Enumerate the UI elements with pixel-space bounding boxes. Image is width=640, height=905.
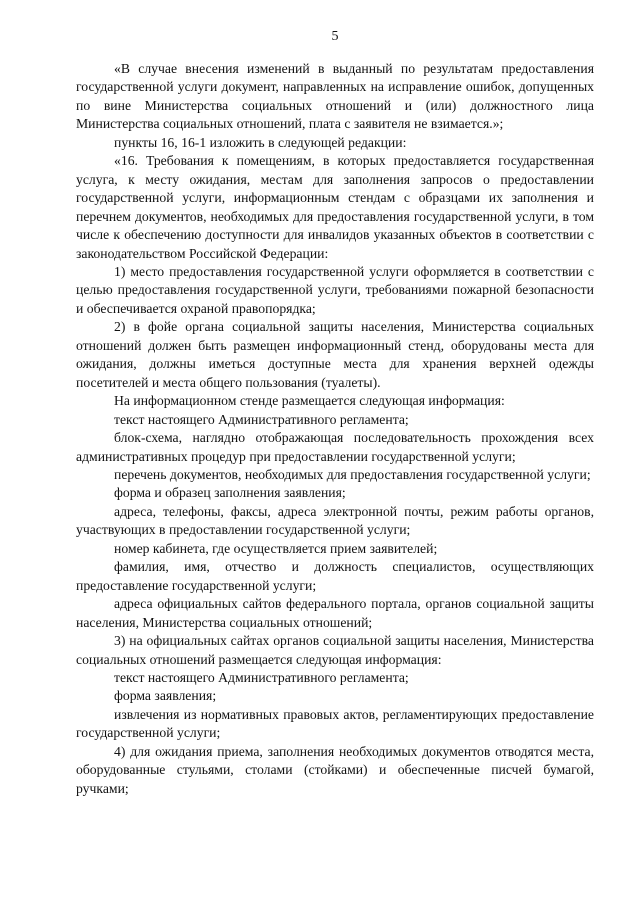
paragraph: форма и образец заполнения заявления; [114,485,346,501]
paragraph: форма заявления; [114,688,217,704]
paragraph: текст настоящего Административного регламента; [114,669,409,685]
paragraph: «16. Требования к помещениям, в которых предоставляется государственная услуга, к месту ожидания, местам для заполнения запросов о предоставлении государственной услуги, информационным стендам с образцами их заполнения и перечнем документов, необходимых для предоставления государственной услуги, в том числе к обеспечению доступности для инвалидов указанных объектов в соответствии с законодательством Российской Федерации: [76,153,594,261]
paragraph: 2) в фойе органа социальной защиты населения, Министерства социальных отношений должен быть размещен информационный стенд, оборудованы места для ожидания, должны иметься доступные места для хранения верхней одежды посетителей и места общего пользования (туалеты). [76,319,594,390]
paragraph: адреса, телефоны, факсы, адреса электронной почты, режим работы органов, участвующих в предоставлении государственной услуги; [76,503,594,538]
paragraph: 3) на официальных сайтах органов социальной защиты населения, Министерства социальных отношений размещается следующая информация: [76,633,594,667]
paragraph: адреса официальных сайтов федерального портала, органов социальной защиты населения, Министерства социальных отношений; [76,596,594,630]
paragraph: номер кабинета, где осуществляется прием заявителей; [114,540,438,556]
paragraph: текст настоящего Административного регламента; [114,411,409,427]
paragraph: пункты 16, 16-1 изложить в следующей редакции: [114,134,407,150]
paragraph: «В случае внесения изменений в выданный по результатам предоставления государственной услуги документ, направленных на исправление ошибок, допущенных по вине Министерства социальных отношений и (или) должностного лица Министерства социальных отношений, плата с заявителя не взимается.»; [76,61,594,132]
paragraph: блок-схема, наглядно отображающая последовательность прохождения всех административных процедур при предоставлении государственной услуги; [76,430,594,464]
paragraph: 4) для ожидания приема, заполнения необходимых документов отводятся места, оборудованные стульями, столами (стойками) и обеспеченные писчей бумагой, ручками; [76,743,594,796]
paragraph: На информационном стенде размещается следующая информация: [114,393,505,409]
paragraph: фамилия, имя, отчество и должность специалистов, осуществляющих предоставление государственной услуги; [76,559,594,593]
paragraph: перечень документов, необходимых для предоставления государственной услуги; [114,466,591,482]
page-number: 5 [331,29,339,44]
paragraph: извлечения из нормативных правовых актов, регламентирующих предоставление государственной услуги; [76,706,594,741]
paragraph: 1) место предоставления государственной услуги оформляется в соответствии с целью предоставления государственной услуги, требованиями пожарной безопасности и обеспечивается охраной правопорядка; [76,263,594,316]
document-body [76,60,594,798]
